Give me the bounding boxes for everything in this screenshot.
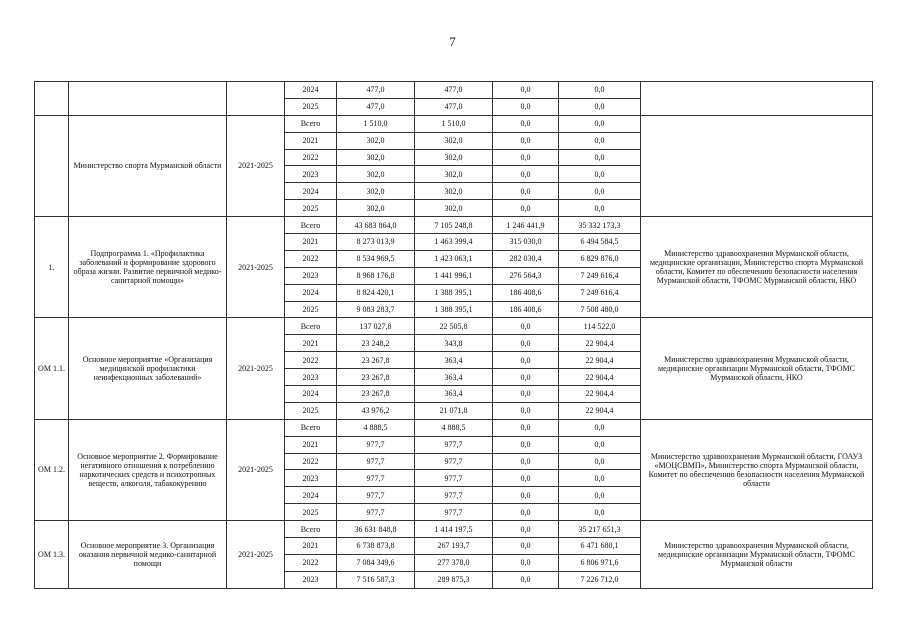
year-cell: 2025 — [285, 504, 337, 521]
period-cell: 2021-2025 — [227, 419, 285, 520]
item-number-cell — [35, 82, 69, 116]
executors-cell — [641, 82, 873, 116]
federal-budget-cell: 186 408,6 — [493, 284, 559, 301]
period-cell: 2021-2025 — [227, 217, 285, 318]
regional-budget-cell: 977,7 — [415, 487, 493, 504]
total-cell: 8 273 013,9 — [337, 234, 415, 251]
item-name-cell: Основное мероприятие «Организация медицинской профилактики неинфекционных заболеваний» — [69, 318, 227, 419]
year-cell: Всего — [285, 419, 337, 436]
year-cell: 2022 — [285, 149, 337, 166]
regional-budget-cell: 302,0 — [415, 166, 493, 183]
total-cell: 977,7 — [337, 436, 415, 453]
total-cell: 23 267,8 — [337, 352, 415, 369]
item-name-cell: Основное мероприятие 2. Формирование негативного отношения к потреблению наркотических средств и психотропных веществ, алкоголя, табакокурению — [69, 419, 227, 520]
item-number-cell — [35, 115, 69, 216]
budget-table — [34, 81, 873, 589]
total-cell: 4 888,5 — [337, 419, 415, 436]
federal-budget-cell: 0,0 — [493, 504, 559, 521]
year-cell: Всего — [285, 318, 337, 335]
table-row — [35, 217, 873, 234]
fund-cell: 22 904,4 — [559, 386, 641, 403]
total-cell: 477,0 — [337, 82, 415, 99]
item-name-cell: Министерство спорта Мурманской области — [69, 115, 227, 216]
item-number-cell: 1. — [35, 217, 69, 318]
total-cell: 977,7 — [337, 487, 415, 504]
federal-budget-cell: 276 564,3 — [493, 267, 559, 284]
fund-cell: 0,0 — [559, 504, 641, 521]
total-cell: 302,0 — [337, 132, 415, 149]
year-cell: 2021 — [285, 335, 337, 352]
federal-budget-cell: 186 408,6 — [493, 301, 559, 318]
period-cell: 2021-2025 — [227, 318, 285, 419]
year-cell: 2025 — [285, 301, 337, 318]
regional-budget-cell: 1 463 399,4 — [415, 234, 493, 251]
federal-budget-cell: 0,0 — [493, 132, 559, 149]
federal-budget-cell: 0,0 — [493, 335, 559, 352]
fund-cell: 22 904,4 — [559, 352, 641, 369]
fund-cell: 22 904,4 — [559, 402, 641, 419]
federal-budget-cell: 315 030,0 — [493, 234, 559, 251]
year-cell: 2024 — [285, 82, 337, 99]
regional-budget-cell: 1 441 996,1 — [415, 267, 493, 284]
federal-budget-cell: 0,0 — [493, 115, 559, 132]
fund-cell: 0,0 — [559, 419, 641, 436]
fund-cell: 35 332 173,3 — [559, 217, 641, 234]
federal-budget-cell: 0,0 — [493, 554, 559, 571]
federal-budget-cell: 0,0 — [493, 200, 559, 217]
total-cell: 477,0 — [337, 98, 415, 115]
year-cell: 2021 — [285, 538, 337, 555]
table-row — [35, 82, 873, 99]
total-cell: 8 968 176,8 — [337, 267, 415, 284]
total-cell: 137 027,8 — [337, 318, 415, 335]
total-cell: 9 083 283,7 — [337, 301, 415, 318]
federal-budget-cell: 282 030,4 — [493, 250, 559, 267]
year-cell: Всего — [285, 521, 337, 538]
fund-cell: 6 806 971,6 — [559, 554, 641, 571]
year-cell: 2021 — [285, 436, 337, 453]
fund-cell: 0,0 — [559, 115, 641, 132]
total-cell: 7 516 587,3 — [337, 571, 415, 588]
total-cell: 36 631 848,8 — [337, 521, 415, 538]
regional-budget-cell: 977,7 — [415, 470, 493, 487]
fund-cell: 0,0 — [559, 98, 641, 115]
federal-budget-cell: 0,0 — [493, 386, 559, 403]
year-cell: 2024 — [285, 183, 337, 200]
year-cell: 2023 — [285, 571, 337, 588]
federal-budget-cell: 0,0 — [493, 419, 559, 436]
regional-budget-cell: 977,7 — [415, 436, 493, 453]
fund-cell: 6 494 584,5 — [559, 234, 641, 251]
year-cell: 2023 — [285, 166, 337, 183]
total-cell: 302,0 — [337, 166, 415, 183]
federal-budget-cell: 0,0 — [493, 470, 559, 487]
total-cell: 8 534 969,5 — [337, 250, 415, 267]
federal-budget-cell: 0,0 — [493, 166, 559, 183]
regional-budget-cell: 22 505,8 — [415, 318, 493, 335]
fund-cell: 0,0 — [559, 82, 641, 99]
executors-cell: Министерство здравоохранения Мурманской области, медицинские организации Мурманской области, ТФОМС Мурманской области — [641, 521, 873, 589]
total-cell: 302,0 — [337, 200, 415, 217]
executors-cell: Министерство здравоохранения Мурманской области, ГОАУЗ «МОЦСВМП», Министерство спорта Мурманской области, Комитет по обеспечению безопасности населения Мурманской области — [641, 419, 873, 520]
table-row — [35, 419, 873, 436]
year-cell: 2023 — [285, 267, 337, 284]
federal-budget-cell: 0,0 — [493, 538, 559, 555]
table-row — [35, 318, 873, 335]
fund-cell: 7 249 616,4 — [559, 284, 641, 301]
federal-budget-cell: 0,0 — [493, 453, 559, 470]
fund-cell: 0,0 — [559, 132, 641, 149]
regional-budget-cell: 289 875,3 — [415, 571, 493, 588]
year-cell: Всего — [285, 115, 337, 132]
fund-cell: 0,0 — [559, 453, 641, 470]
regional-budget-cell: 363,4 — [415, 386, 493, 403]
regional-budget-cell: 267 193,7 — [415, 538, 493, 555]
year-cell: 2021 — [285, 234, 337, 251]
regional-budget-cell: 1 414 197,5 — [415, 521, 493, 538]
total-cell: 977,7 — [337, 470, 415, 487]
total-cell: 977,7 — [337, 504, 415, 521]
year-cell: 2022 — [285, 250, 337, 267]
executors-cell — [641, 115, 873, 216]
fund-cell: 7 508 480,0 — [559, 301, 641, 318]
total-cell: 23 267,8 — [337, 369, 415, 386]
federal-budget-cell: 0,0 — [493, 369, 559, 386]
federal-budget-cell: 0,0 — [493, 318, 559, 335]
total-cell: 7 084 349,6 — [337, 554, 415, 571]
regional-budget-cell: 1 510,0 — [415, 115, 493, 132]
year-cell: Всего — [285, 217, 337, 234]
year-cell: 2022 — [285, 554, 337, 571]
regional-budget-cell: 977,7 — [415, 453, 493, 470]
fund-cell: 0,0 — [559, 200, 641, 217]
regional-budget-cell: 363,4 — [415, 369, 493, 386]
year-cell: 2022 — [285, 453, 337, 470]
federal-budget-cell: 0,0 — [493, 402, 559, 419]
federal-budget-cell: 0,0 — [493, 149, 559, 166]
federal-budget-cell: 0,0 — [493, 571, 559, 588]
total-cell: 1 510,0 — [337, 115, 415, 132]
regional-budget-cell: 477,0 — [415, 82, 493, 99]
executors-cell: Министерство здравоохранения Мурманской области, медицинские организации, Министерство спорта Мурманской области, Комитет по обеспечению безопасности населения Мурманской области, ТФОМС Мурманской области, НКО — [641, 217, 873, 318]
item-number-cell: ОМ 1.3. — [35, 521, 69, 589]
year-cell: 2023 — [285, 369, 337, 386]
fund-cell: 114 522,0 — [559, 318, 641, 335]
fund-cell: 6 829 876,0 — [559, 250, 641, 267]
period-cell — [227, 82, 285, 116]
item-number-cell: ОМ 1.2. — [35, 419, 69, 520]
fund-cell: 0,0 — [559, 149, 641, 166]
year-cell: 2025 — [285, 402, 337, 419]
fund-cell: 0,0 — [559, 436, 641, 453]
total-cell: 302,0 — [337, 149, 415, 166]
item-name-cell: Подпрограмма 1. «Профилактика заболеваний и формирование здорового образа жизни. Развитие первичной медико-санитарной помощи» — [69, 217, 227, 318]
regional-budget-cell: 1 388 395,1 — [415, 301, 493, 318]
total-cell: 43 683 864,0 — [337, 217, 415, 234]
regional-budget-cell: 277 378,0 — [415, 554, 493, 571]
table-row — [35, 115, 873, 132]
total-cell: 43 976,2 — [337, 402, 415, 419]
federal-budget-cell: 0,0 — [493, 436, 559, 453]
regional-budget-cell: 1 388 395,1 — [415, 284, 493, 301]
regional-budget-cell: 302,0 — [415, 200, 493, 217]
regional-budget-cell: 21 071,8 — [415, 402, 493, 419]
regional-budget-cell: 1 423 063,1 — [415, 250, 493, 267]
federal-budget-cell: 0,0 — [493, 183, 559, 200]
year-cell: 2025 — [285, 98, 337, 115]
period-cell: 2021-2025 — [227, 521, 285, 589]
regional-budget-cell: 7 105 248,8 — [415, 217, 493, 234]
year-cell: 2024 — [285, 487, 337, 504]
regional-budget-cell: 302,0 — [415, 149, 493, 166]
item-name-cell — [69, 82, 227, 116]
fund-cell: 35 217 651,3 — [559, 521, 641, 538]
federal-budget-cell: 0,0 — [493, 487, 559, 504]
fund-cell: 7 226 712,0 — [559, 571, 641, 588]
fund-cell: 22 904,4 — [559, 369, 641, 386]
regional-budget-cell: 4 888,5 — [415, 419, 493, 436]
page-number: 7 — [449, 34, 456, 49]
fund-cell: 0,0 — [559, 470, 641, 487]
table-row — [35, 521, 873, 538]
year-cell: 2023 — [285, 470, 337, 487]
regional-budget-cell: 302,0 — [415, 183, 493, 200]
year-cell: 2024 — [285, 386, 337, 403]
federal-budget-cell: 0,0 — [493, 352, 559, 369]
regional-budget-cell: 302,0 — [415, 132, 493, 149]
total-cell: 6 738 873,8 — [337, 538, 415, 555]
fund-cell: 0,0 — [559, 166, 641, 183]
regional-budget-cell: 477,0 — [415, 98, 493, 115]
total-cell: 302,0 — [337, 183, 415, 200]
federal-budget-cell: 1 246 441,9 — [493, 217, 559, 234]
federal-budget-cell: 0,0 — [493, 98, 559, 115]
total-cell: 977,7 — [337, 453, 415, 470]
item-number-cell: ОМ 1.1. — [35, 318, 69, 419]
total-cell: 8 824 420,1 — [337, 284, 415, 301]
executors-cell: Министерство здравоохранения Мурманской области, медицинские организации Мурманской области, ТФОМС Мурманской области, НКО — [641, 318, 873, 419]
year-cell: 2022 — [285, 352, 337, 369]
fund-cell: 0,0 — [559, 183, 641, 200]
fund-cell: 22 904,4 — [559, 335, 641, 352]
total-cell: 23 267,8 — [337, 386, 415, 403]
regional-budget-cell: 977,7 — [415, 504, 493, 521]
fund-cell: 0,0 — [559, 487, 641, 504]
item-name-cell: Основное мероприятие 3. Организация оказания первичной медико-санитарной помощи — [69, 521, 227, 589]
year-cell: 2025 — [285, 200, 337, 217]
year-cell: 2024 — [285, 284, 337, 301]
federal-budget-cell: 0,0 — [493, 82, 559, 99]
fund-cell: 7 249 616,4 — [559, 267, 641, 284]
regional-budget-cell: 343,8 — [415, 335, 493, 352]
federal-budget-cell: 0,0 — [493, 521, 559, 538]
total-cell: 23 248,2 — [337, 335, 415, 352]
year-cell: 2021 — [285, 132, 337, 149]
period-cell: 2021-2025 — [227, 115, 285, 216]
fund-cell: 6 471 680,1 — [559, 538, 641, 555]
regional-budget-cell: 363,4 — [415, 352, 493, 369]
